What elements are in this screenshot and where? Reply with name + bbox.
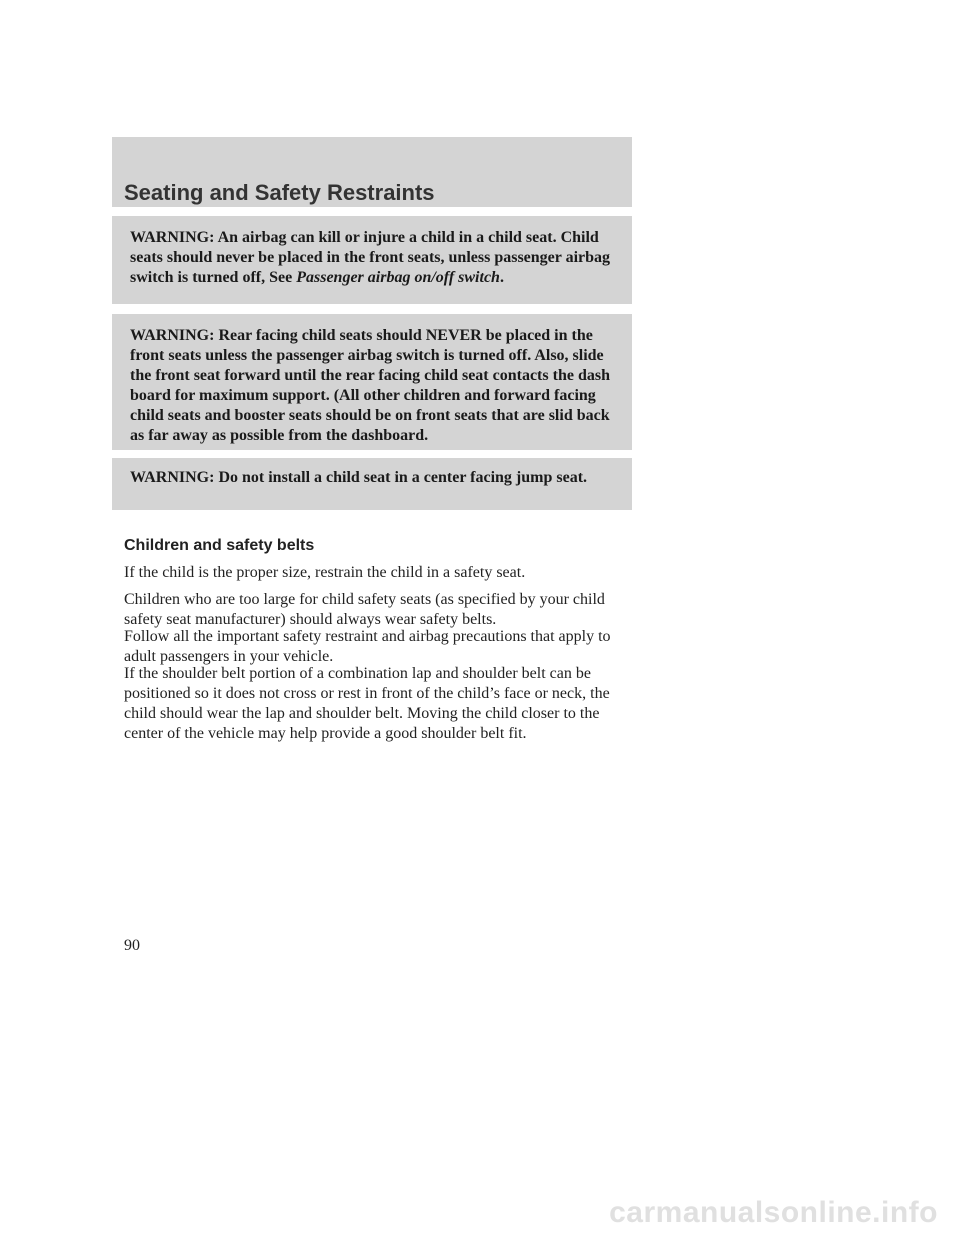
watermark: carmanualsonline.info	[609, 1196, 938, 1229]
warning-box-airbag-child-seat	[112, 216, 632, 304]
warning-text	[130, 228, 618, 288]
page-number: 90	[124, 937, 140, 954]
warning-box-rear-facing-seats	[112, 314, 632, 450]
section-title: Seating and Safety Restraints	[124, 180, 435, 205]
warning-reference-link[interactable]: Passenger airbag on/off switch	[296, 269, 500, 286]
warning-text: WARNING: Rear facing child seats should NEVER be placed in the front seats unless the passenger airbag switch is turned off. Also, slide the front seat forward until the rear facing child seat contacts the dash board for maximum support. (All other children and forward facing child seats and booster seats should be on front seats that are slid back as far away as possible from the dashboard.	[130, 327, 610, 444]
body-paragraph: If the shoulder belt portion of a combination lap and shoulder belt can be positioned so it does not cross or rest in front of the child’s face or neck, the child should wear the lap and shoulder belt. Moving the child closer to the center of the vehicle may help provide a good shoulder belt fit.	[124, 665, 610, 742]
body-paragraph: Follow all the important safety restraint and airbag precautions that apply to adult passengers in your vehicle.	[124, 628, 611, 665]
body-paragraph: If the child is the proper size, restrain the child in a safety seat.	[124, 564, 526, 581]
subheading-children-safety-belts: Children and safety belts	[124, 537, 315, 554]
body-paragraph: Children who are too large for child safety seats (as specified by your child safety seat manufacturer) should always wear safety belts.	[124, 591, 605, 628]
warning-box-jump-seat	[112, 458, 632, 510]
warning-body: WARNING: An airbag can kill or injure a child in a child seat. Child seats should never be placed in the front seats, unless passenger airbag switch is turned off, See	[130, 229, 611, 286]
warning-text: WARNING: Do not install a child seat in a center facing jump seat.	[130, 469, 588, 486]
warning-trailing: .	[499, 269, 504, 286]
